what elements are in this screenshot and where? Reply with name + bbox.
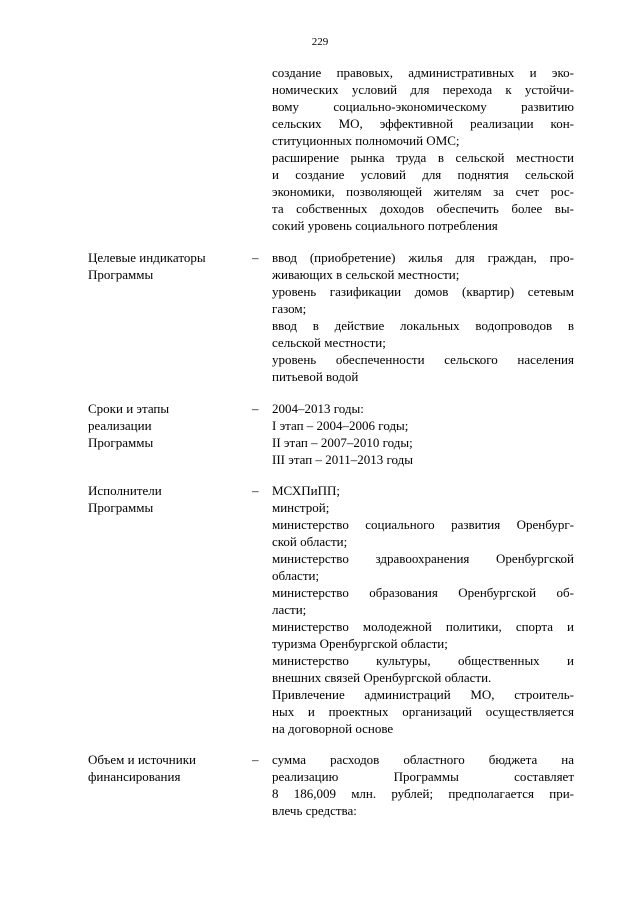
text-line: номических условий для перехода к устойчи- bbox=[272, 82, 574, 97]
text-line: сельских МО, эффективной реализации кон- bbox=[272, 116, 574, 131]
dash: – bbox=[252, 401, 259, 416]
text-line: вому социально-экономическому развитию bbox=[272, 99, 574, 114]
text-line: министерство здравоохранения Оренбургской bbox=[272, 551, 574, 566]
text-line: туризма Оренбургской области; bbox=[272, 636, 448, 651]
text-line: та собственных доходов обеспечить более вы- bbox=[272, 201, 574, 216]
section-label: Исполнители Программы bbox=[88, 483, 162, 515]
text-line: ституционных полномочий ОМС; bbox=[272, 133, 460, 148]
text-line: I этап – 2004–2006 годы; bbox=[272, 418, 409, 433]
text-line: сумма расходов областного бюджета на bbox=[272, 752, 574, 767]
text-line: III этап – 2011–2013 годы bbox=[272, 452, 413, 467]
text-line: живающих в сельской местности; bbox=[272, 267, 460, 282]
text-line: создание правовых, административных и эко- bbox=[272, 65, 574, 80]
text-line: ввод в действие локальных водопроводов в bbox=[272, 318, 574, 333]
section-value bbox=[272, 751, 574, 819]
text-line: 2004–2013 годы: bbox=[272, 401, 364, 416]
text-line: газом; bbox=[272, 301, 307, 316]
text-line: реализацию Программы составляет bbox=[272, 769, 574, 784]
section-value bbox=[272, 482, 574, 737]
text-line: Привлечение администраций МО, строитель- bbox=[272, 687, 574, 702]
text-line: внешних связей Оренбургской области. bbox=[272, 670, 492, 685]
text-line: сельской местности; bbox=[272, 335, 386, 350]
continuation-text bbox=[272, 64, 574, 234]
text-line: сокий уровень социального потребления bbox=[272, 218, 498, 233]
text-line: уровень газификации домов (квартир) сетевым bbox=[272, 284, 574, 299]
text-line: минстрой; bbox=[272, 500, 330, 515]
text-line: 8 186,009 млн. рублей; предполагается при- bbox=[272, 786, 574, 801]
text-line: ных и проектных организаций осуществляется bbox=[272, 704, 574, 719]
text-line: и создание условий для поднятия сельской bbox=[272, 167, 574, 182]
text-line: на договорной основе bbox=[272, 721, 394, 736]
text-line: влечь средства: bbox=[272, 803, 357, 818]
text-line: расширение рынка труда в сельской местности bbox=[272, 150, 574, 165]
dash: – bbox=[252, 250, 259, 265]
section-label: Сроки и этапы реализации Программы bbox=[88, 401, 170, 450]
section-label: Целевые индикаторы Программы bbox=[88, 250, 206, 282]
text-line: питьевой водой bbox=[272, 369, 359, 384]
section-value bbox=[272, 400, 574, 468]
text-line: ской области; bbox=[272, 534, 348, 549]
text-line: области; bbox=[272, 568, 320, 583]
text-line: министерство культуры, общественных и bbox=[272, 653, 574, 668]
text-line: министерство социального развития Оренбург- bbox=[272, 517, 574, 532]
text-line: уровень обеспеченности сельского населения bbox=[272, 352, 574, 367]
section-value bbox=[272, 249, 574, 385]
text-line: министерство образования Оренбургской об- bbox=[272, 585, 574, 600]
text-line: экономики, позволяющей жителям за счет рос- bbox=[272, 184, 574, 199]
page-number: 229 bbox=[311, 36, 329, 48]
dash: – bbox=[252, 752, 259, 767]
text-line: министерство молодежной политики, спорта и bbox=[272, 619, 574, 634]
text-line: II этап – 2007–2010 годы; bbox=[272, 435, 413, 450]
section-label: Объем и источники финансирования bbox=[88, 752, 196, 784]
dash: – bbox=[252, 483, 259, 498]
text-line: ласти; bbox=[272, 602, 307, 617]
text-line: ввод (приобретение) жилья для граждан, про- bbox=[272, 250, 574, 265]
text-line: МСХПиПП; bbox=[272, 483, 341, 498]
